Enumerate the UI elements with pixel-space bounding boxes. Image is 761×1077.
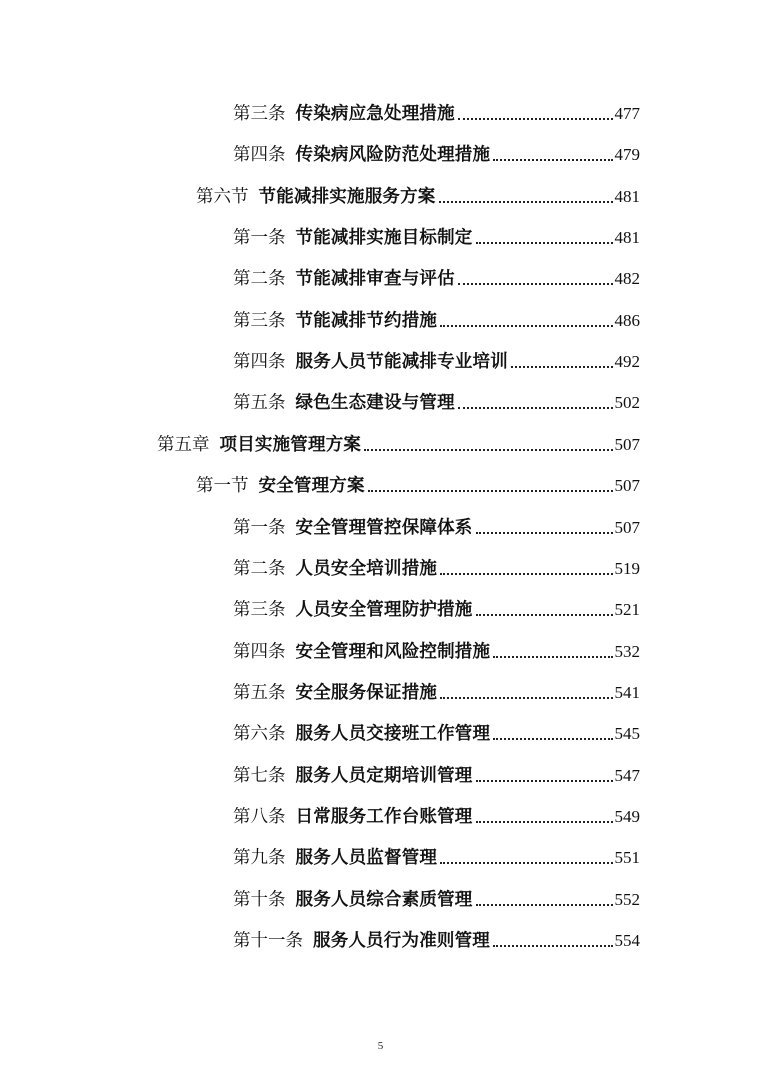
toc-entry-page: 502 [614, 393, 640, 413]
toc-entry-page: 519 [614, 558, 640, 578]
toc-entry[interactable] [233, 674, 640, 704]
toc-entry[interactable] [233, 509, 640, 539]
toc-entry-page: 507 [614, 476, 640, 496]
toc-entry-page: 541 [614, 682, 640, 702]
toc-entry[interactable] [233, 95, 640, 125]
toc-entry-title: 节能减排节约措施 [295, 310, 438, 331]
toc-entry[interactable] [157, 426, 640, 456]
toc-entry-page: 479 [614, 145, 640, 165]
toc-entry-title: 服务人员定期培训管理 [295, 765, 473, 786]
toc-entry-title: 传染病风险防范处理措施 [295, 145, 491, 166]
toc-dot-leader [440, 697, 612, 699]
toc-entry-title: 绿色生态建设与管理 [295, 393, 455, 414]
toc-entry-page: 545 [614, 724, 640, 744]
toc-entry-number: 第一节 [196, 476, 249, 497]
toc-entry-title: 服务人员交接班工作管理 [295, 724, 491, 745]
toc-entry[interactable] [233, 633, 640, 663]
toc-entry-title: 传染病应急处理措施 [295, 104, 455, 124]
toc-entry[interactable] [233, 881, 640, 911]
toc-entry-page: 482 [614, 269, 640, 289]
toc-entry[interactable] [233, 302, 640, 332]
toc-entry-page: 532 [614, 641, 640, 661]
toc-dot-leader [440, 325, 612, 327]
toc-entry[interactable] [196, 178, 640, 208]
toc-dot-leader [440, 862, 612, 864]
toc-dot-leader [476, 614, 613, 616]
toc-entry-number: 第四条 [233, 641, 286, 662]
toc-entry-number: 第九条 [233, 848, 286, 869]
toc-entry-number: 第四条 [233, 145, 286, 166]
toc-entry-page: 486 [614, 310, 640, 330]
toc-entry-page: 551 [614, 848, 640, 868]
toc-dot-leader [439, 201, 613, 203]
toc-entry[interactable] [233, 922, 640, 952]
toc-entry-title: 人员安全管理防护措施 [295, 600, 473, 621]
toc-entry-title: 节能减排审查与评估 [295, 269, 455, 290]
toc-entry-page: 547 [614, 765, 640, 785]
toc-entry-number: 第六节 [196, 186, 249, 207]
toc-dot-leader [476, 821, 613, 823]
toc-entry[interactable] [233, 136, 640, 166]
toc-entry-page: 477 [614, 104, 640, 123]
toc-entry-number: 第七条 [233, 765, 286, 786]
toc-entry-title: 节能减排实施服务方案 [258, 186, 436, 207]
toc-entry-number: 第六条 [233, 724, 286, 745]
toc-entry-number: 第五条 [233, 682, 286, 703]
toc-dot-leader [493, 738, 612, 740]
toc-entry-number: 第三条 [233, 310, 286, 331]
toc-entry-number: 第十条 [233, 889, 286, 910]
toc-entry[interactable] [233, 591, 640, 621]
toc-entry[interactable] [233, 839, 640, 869]
toc-entry[interactable] [233, 260, 640, 290]
toc-entry-page: 492 [614, 352, 640, 372]
toc-dot-leader [493, 159, 612, 161]
toc-entry[interactable] [196, 467, 640, 497]
toc-entry-page: 554 [614, 931, 640, 950]
toc-entry-title: 服务人员行为准则管理 [313, 931, 490, 951]
toc-entry-page: 521 [614, 600, 640, 620]
toc-entry-title: 安全管理管控保障体系 [295, 517, 473, 538]
toc-entry-number: 第五条 [233, 393, 286, 414]
toc-entry[interactable] [233, 798, 640, 828]
toc-dot-leader [368, 490, 613, 492]
toc-dot-leader [493, 656, 612, 658]
toc-entry-number: 第四条 [233, 352, 286, 373]
toc-entry[interactable] [233, 343, 640, 373]
toc-entry-number: 第三条 [233, 104, 286, 124]
toc-entry-title: 服务人员综合素质管理 [295, 889, 473, 910]
toc-entry-page: 549 [614, 806, 640, 826]
toc-entry-title: 安全管理方案 [258, 476, 365, 497]
toc-entry-page: 507 [614, 434, 640, 454]
toc-dot-leader [511, 366, 613, 368]
toc-dot-leader [493, 945, 613, 947]
toc-entry-title: 日常服务工作台账管理 [295, 806, 473, 827]
toc-entry-number: 第二条 [233, 269, 286, 290]
toc-entry-page: 552 [614, 889, 640, 909]
toc-dot-leader [458, 283, 613, 285]
toc-entry-page: 481 [614, 186, 640, 206]
toc-dot-leader [476, 532, 613, 534]
toc-entry[interactable] [233, 715, 640, 745]
toc-entry-page: 481 [614, 228, 640, 248]
toc-entry[interactable] [233, 219, 640, 249]
toc-entry-title: 安全服务保证措施 [295, 682, 438, 703]
toc-entry[interactable] [233, 384, 640, 414]
toc-entry-title: 项目实施管理方案 [219, 434, 362, 455]
toc-entry-number: 第八条 [233, 806, 286, 827]
toc-entry-number: 第五章 [157, 434, 210, 455]
toc-dot-leader [476, 780, 613, 782]
toc-entry-number: 第一条 [233, 228, 286, 249]
toc-entry-number: 第三条 [233, 600, 286, 621]
toc-dot-leader [364, 449, 612, 451]
toc-entry-number: 第一条 [233, 517, 286, 538]
toc-entry-title: 安全管理和风险控制措施 [295, 641, 491, 662]
toc-entry[interactable] [233, 550, 640, 580]
toc-entry-number: 第二条 [233, 558, 286, 579]
toc-dot-leader [476, 242, 613, 244]
toc-dot-leader [458, 118, 613, 120]
page-number: 5 [377, 1040, 384, 1052]
toc-entry-page: 507 [614, 517, 640, 537]
toc-entry-title: 服务人员监督管理 [295, 848, 438, 869]
toc-dot-leader [440, 573, 612, 575]
toc-entry[interactable] [233, 757, 640, 787]
toc-entry-number: 第十一条 [233, 931, 303, 951]
toc-dot-leader [476, 904, 613, 906]
toc-dot-leader [458, 407, 613, 409]
toc-entry-title: 服务人员节能减排专业培训 [295, 352, 508, 373]
toc-entry-title: 人员安全培训措施 [295, 558, 438, 579]
toc-entry-title: 节能减排实施目标制定 [295, 228, 473, 249]
